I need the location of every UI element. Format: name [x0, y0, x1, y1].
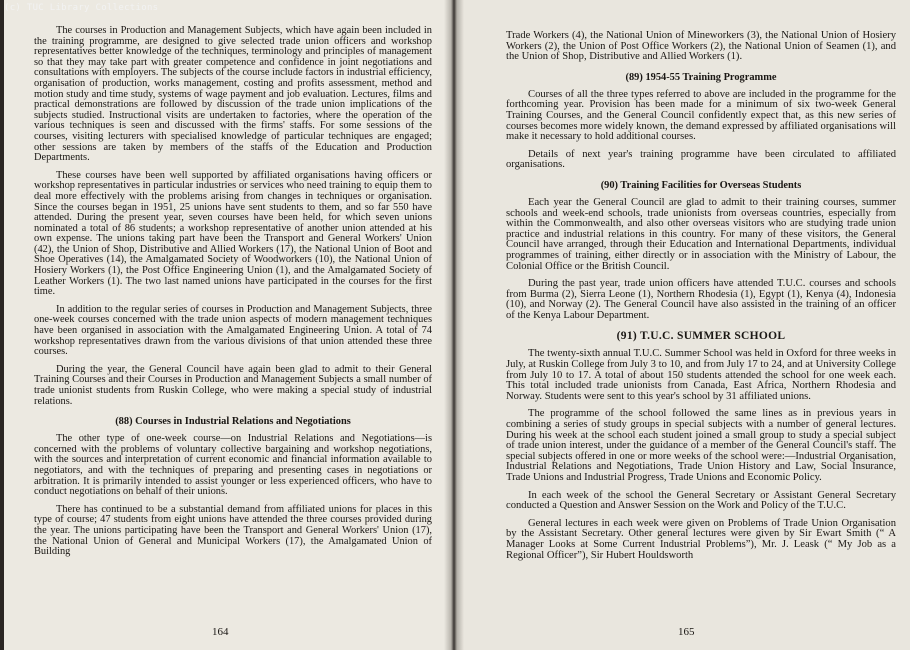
paragraph: Courses of all the three types referred to above are included in the programme for the forthcoming year. Provision has been made for a minimum of six two-week General Training Courses, and the General Council confidently expect that, as this new series of courses becomes more widely known, the demand expressed by affiliated organisations will make it necessary to hold additional courses. — [506, 88, 896, 143]
section-heading-91: (91) T.U.C. SUMMER SCHOOL — [616, 330, 786, 343]
paragraph: These courses have been well supported by affiliated organisations having officers or workshop representatives in particular industries or services who need training to equip them to deal more effectively with the problems arising from changes in techniques or organisation. Since the courses began in 1951, 25 unions have sent students to them, and so far 550 have attended. During the present year, seven courses have been held, for which seven unions nominated a total of 86 students; a workshop representative of another union attended at his own expense. The unions taking part have been the Transport and General Workers' Union (42), the Union of Shop, Distributive and Allied Workers (17), the National Union of Boot and Shoe Operatives (14), the Amalgamated Society of Woodworkers (10), the National Union of Hosiery Workers (1), the Post Office Engineering Union (1), and the Amalgamated Society of Leather Workers (1). The two last named unions have participated in the courses for the first time. — [34, 169, 432, 298]
section-heading-90: (90) Training Facilities for Overseas Students — [600, 179, 802, 191]
page-number-right: 165 — [678, 626, 695, 638]
right-page — [456, 0, 910, 650]
book-gutter — [444, 0, 464, 650]
paragraph: General lectures in each week were given on Problems of Trade Union Organisation by the Assistant Secretary. Other general lectures were given by Sir Ewart Smith (“ A Manager Looks at Some Current Industrial Problems”), Mr. J. Leask (“ My Job as a Regional Officer”), Sir Hubert Houldsworth — [506, 517, 896, 561]
section-heading-88: (88) Courses in Industrial Relations and Negotiations — [115, 416, 351, 428]
paragraph: During the past year, trade union officers have attended T.U.C. courses and schools from Burma (2), Sierra Leone (1), Northern Rhodesia (1), Egypt (1), Kenya (4), Indonesia (10), and Norway (2). The General Council have also assisted in the training of an officer of the Kenya Labour Department. — [506, 278, 896, 321]
paragraph: Details of next year's training programme have been circulated to affiliated organisations. — [506, 148, 896, 171]
paragraph: Trade Workers (4), the National Union of Mineworkers (3), the National Union of Hosiery Workers (2), the Union of Post Office Workers (2), the National Union of Seamen (1), and the Union of Shop, Distributive and Allied Workers (1). — [506, 30, 896, 63]
section-heading-89: (89) 1954-55 Training Programme — [625, 71, 777, 83]
paragraph: During the year, the General Council have again been glad to admit to their General Training Courses and their Courses in Production and Management Subjects a small number of trade unionist students from Ruskin College, who were making a special study of industrial relations. — [34, 363, 432, 407]
page-number-left: 164 — [212, 626, 229, 638]
paragraph: The programme of the school followed the same lines as in previous years in combining a series of study groups in special subjects with a number of general lectures. During his week at the school each student joined a small group to study a special subject of trade union interest, under the guidance of a member of the General Council's staff. The special subjects offered in one or more weeks of the school were:—Industrial Organisation, Industrial Relations and Negotiations, Trade Union History and Law, Social Insurance, Trade Unions and Industrial Progress, Trade Unions and Economic Policy. — [506, 408, 896, 483]
paragraph: The courses in Production and Management Subjects, which have again been included in the training programme, are designed to give selected trade union officers and workshop representatives better knowledge of the techniques, terminology and principles of management so that they may take part with greater competence and confidence in joint negotiations and consultations with employers. The subjects of the course include factors in industrial efficiency, organisation of production, works management, costing and profits assessment, method and motion study and time study, systems of wage payment and job evaluation. Lectures, films and practical demonstrations are followed by discussion of the trade union implications of the subjects studied. Instructional visits are undertaken to factories, where the operation of the various techniques is seen and discussed with the firms' staffs. For some sessions of the courses, visiting lecturers with specialised knowledge of particular techniques are engaged; other sessions are taken by members of the staffs of the Education and Production Departments. — [34, 25, 432, 164]
copyright-watermark: (c) TUC Library Collections — [4, 3, 159, 13]
paragraph: The other type of one-week course—on Industrial Relations and Negotiations—is concerned with the problems of voluntary collective bargaining and workshop negotiations, with the sources and interpretation of current economic and financial information available to negotiators, and with the techniques of preparing and presenting cases in negotiations or arbitration. It is primarily intended to assist younger or less experienced officers, who have to conduct negotiations on behalf of their unions. — [34, 433, 432, 498]
paragraph: In each week of the school the General Secretary or Assistant General Secretary conducted a Question and Answer Session on the Work and Policy of the T.U.C. — [506, 489, 896, 512]
paragraph: In addition to the regular series of courses in Production and Management Subjects, three one-week courses concerned with the trade union aspects of modern management techniques have been organised in association with the Amalgamated Engineering Union. A total of 74 workshop representatives drawn from the various divisions of that union attended these three courses. — [34, 303, 432, 358]
paragraph: Each year the General Council are glad to admit to their training courses, summer schools and week-end schools, trade unionists from overseas countries, especially from within the Commonwealth, and also other overseas visitors who are studying trade union practice and industrial relations in this country. For many of these visitors, the General Council have arranged, through their Education and International Departments, individual programmes of training, either directly or in association with the Ministry of Labour, the Colonial Office or the British Council. — [506, 196, 896, 272]
paragraph: The twenty-sixth annual T.U.C. Summer School was held in Oxford for three weeks in July, at Ruskin College from July 3 to 10, and from July 17 to 24, and at University College from July 10 to 17. A total of about 150 students attended the school for one week each. This total included trade unionists from Canada, East Africa, Northern Rhodesia and Norway. Students were sent to this year's school by 31 affiliated unions. — [506, 348, 896, 402]
left-page — [4, 0, 452, 650]
paragraph: There has continued to be a substantial demand from affiliated unions for places in this type of course; 47 students from eight unions have attended the three courses provided during the year. The unions participating have been the Transport and General Workers' Union (17), the National Union of General and Municipal Workers (17), the Amalgamated Union of Building — [34, 503, 432, 558]
